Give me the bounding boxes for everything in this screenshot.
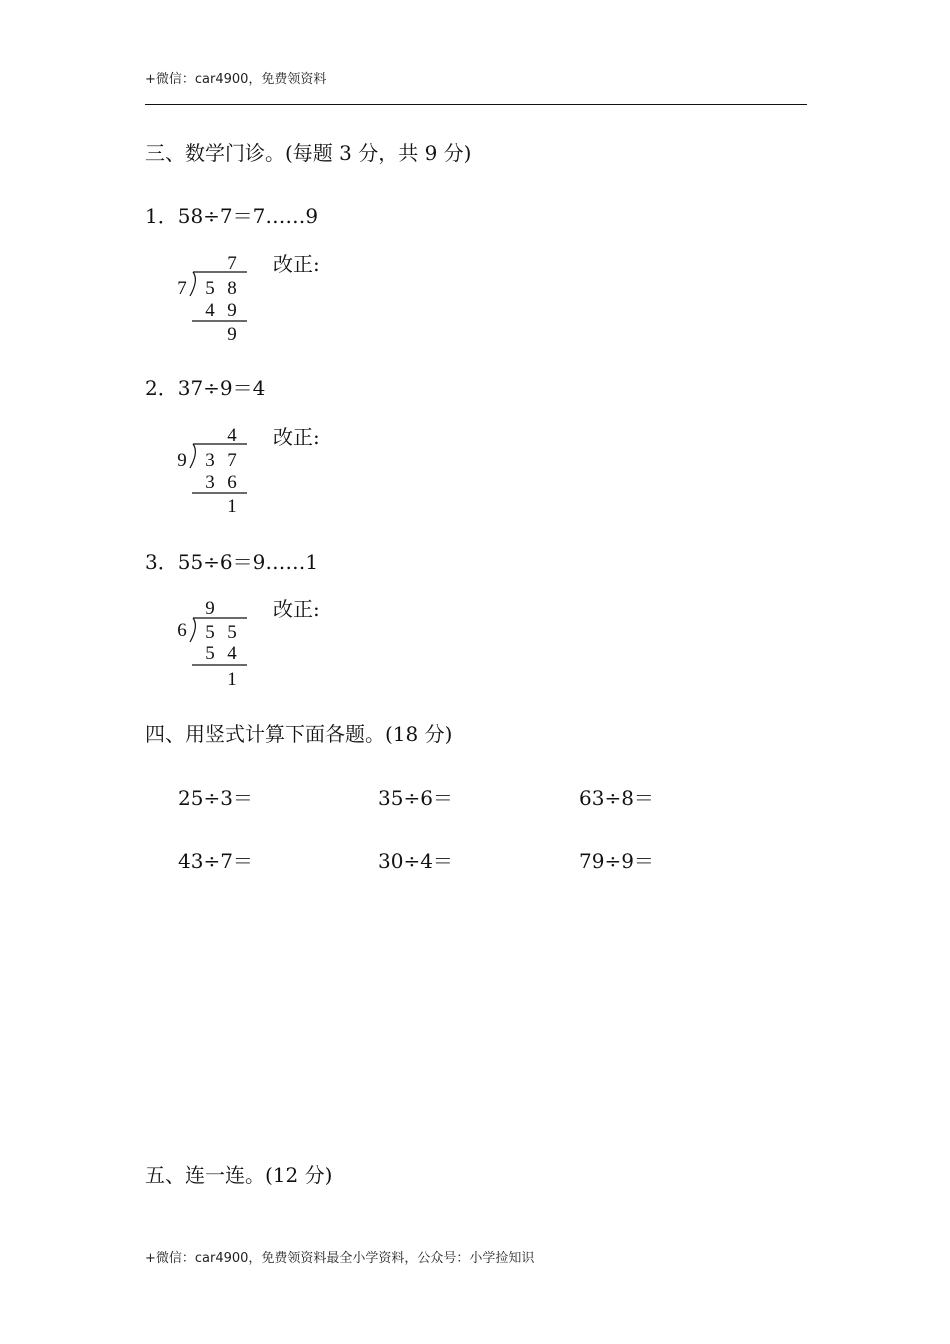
problem-35-div-6: 35÷6＝ — [378, 786, 453, 810]
section-3-title: 三、数学门诊。(每题 3 分，共 9 分) — [145, 141, 472, 165]
long-division-3 — [170, 594, 260, 689]
correction-label-2: 改正: — [273, 425, 320, 449]
long-division-1 — [170, 248, 260, 343]
dividend-1-tens: 5 — [205, 278, 215, 299]
page-footer-text: +微信：car4900，免费领资料最全小学资料，公众号：小学捡知识 — [145, 1251, 535, 1266]
divisor-3: 6 — [177, 620, 187, 641]
dividend-3-ones: 5 — [227, 622, 237, 643]
long-division-1-graphic — [170, 248, 260, 343]
question-3: 3．55÷6＝9……1 — [145, 550, 319, 574]
quotient-1: 7 — [227, 253, 237, 274]
product-2-tens: 3 — [205, 472, 215, 493]
question-1: 1．58÷7＝7……9 — [145, 204, 319, 228]
product-3-tens: 5 — [205, 643, 215, 664]
problem-43-div-7: 43÷7＝ — [178, 849, 253, 873]
dividend-1-ones: 8 — [227, 278, 237, 299]
remainder-1: 9 — [227, 324, 237, 345]
dividend-2-ones: 7 — [227, 450, 237, 471]
problem-63-div-8: 63÷8＝ — [579, 786, 654, 810]
page-header-text: +微信：car4900，免费领资料 — [145, 72, 327, 87]
divisor-1: 7 — [177, 278, 187, 299]
divisor-2: 9 — [177, 450, 187, 471]
remainder-2: 1 — [227, 496, 237, 517]
dividend-2-tens: 3 — [205, 450, 215, 471]
long-division-2-graphic — [170, 420, 260, 515]
product-3-ones: 4 — [227, 643, 237, 664]
correction-label-3: 改正: — [273, 597, 320, 621]
quotient-2: 4 — [227, 425, 237, 446]
problem-30-div-4: 30÷4＝ — [378, 849, 453, 873]
product-1-tens: 4 — [205, 300, 215, 321]
question-2: 2．37÷9＝4 — [145, 376, 266, 400]
section-5-title: 五、连一连。(12 分) — [145, 1163, 333, 1187]
long-division-2 — [170, 420, 260, 515]
section-4-title: 四、用竖式计算下面各题。(18 分) — [145, 722, 453, 746]
problem-25-div-3: 25÷3＝ — [178, 786, 253, 810]
long-division-3-graphic — [170, 594, 260, 689]
dividend-3-tens: 5 — [205, 622, 215, 643]
quotient-3: 9 — [205, 598, 215, 619]
remainder-3: 1 — [227, 669, 237, 690]
product-2-ones: 6 — [227, 472, 237, 493]
product-1-ones: 9 — [227, 300, 237, 321]
header-divider — [145, 104, 807, 105]
correction-label-1: 改正: — [273, 252, 320, 276]
problem-79-div-9: 79÷9＝ — [579, 849, 654, 873]
